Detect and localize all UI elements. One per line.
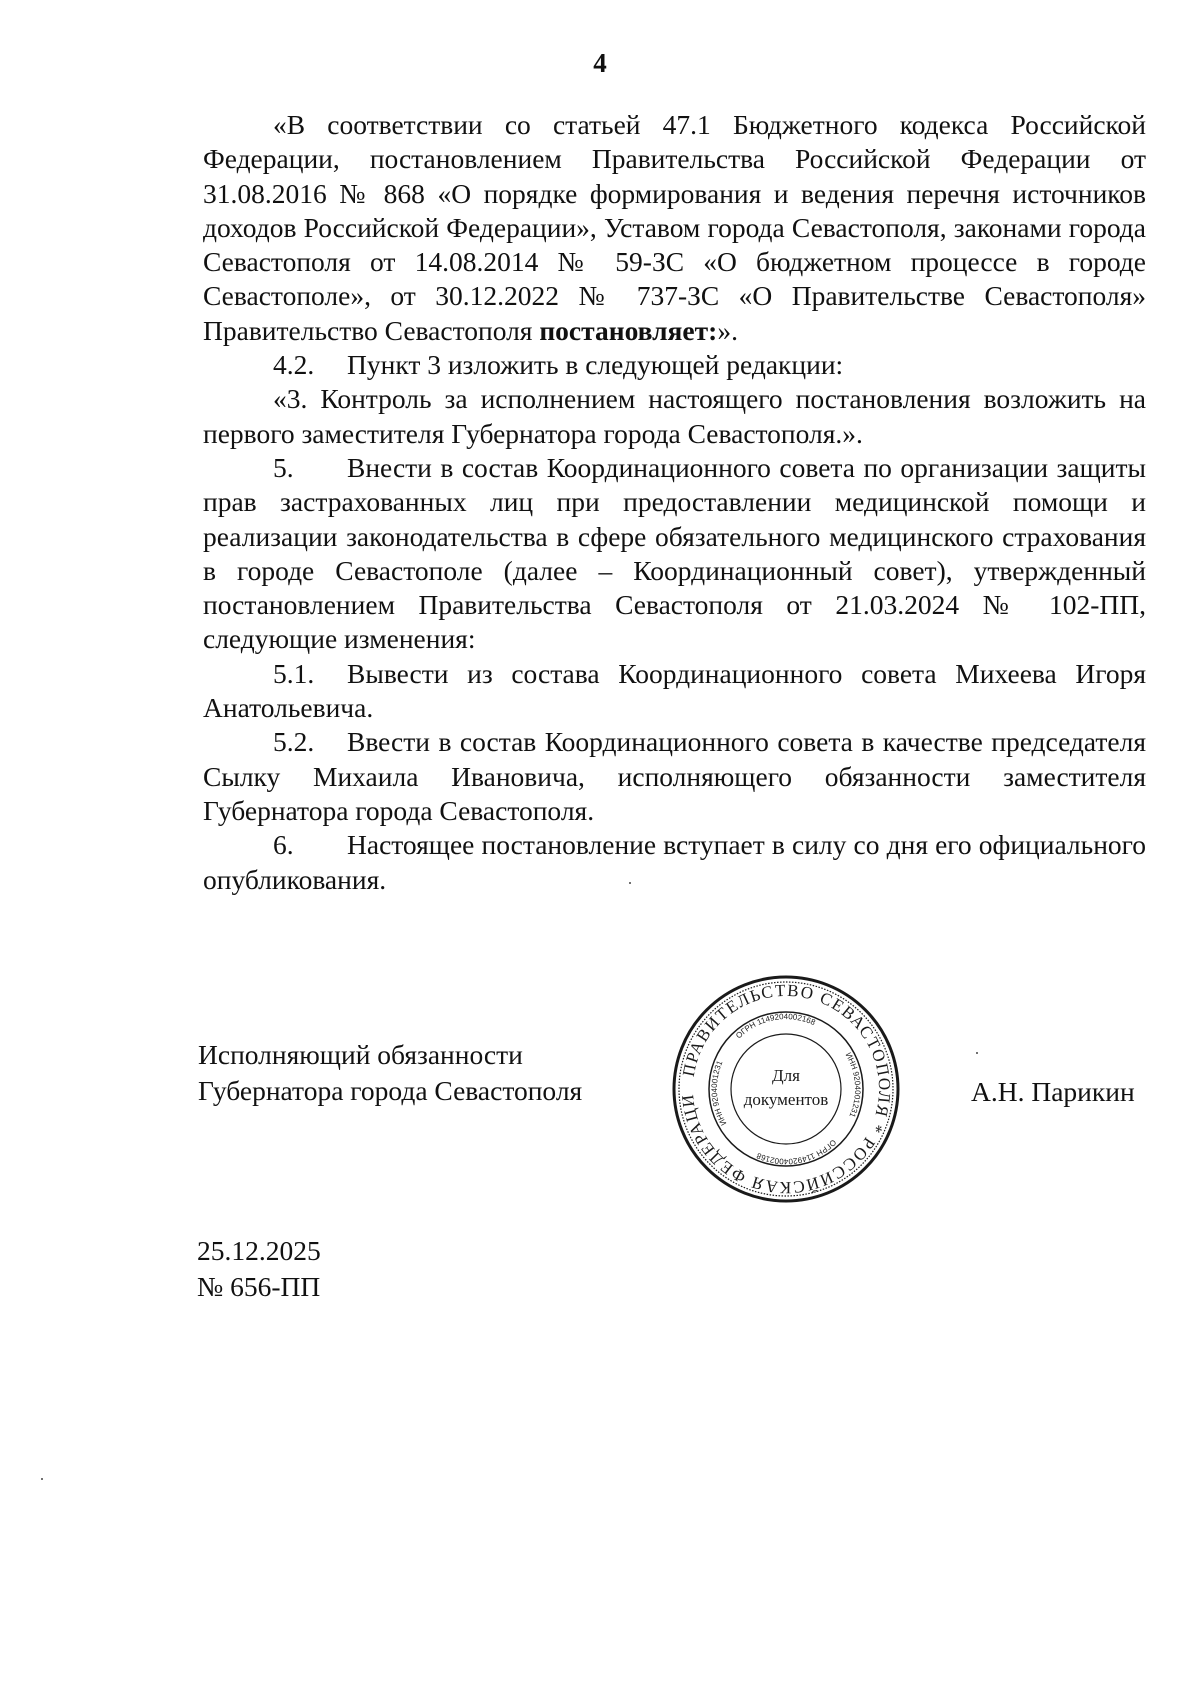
signer-position-line2: Губернатора города Севастополя bbox=[198, 1075, 583, 1106]
item-text-5: Внести в состав Координационного совета по организации защиты прав застрахованных лиц при предоставлении медицинской помощи и реализации законодательства в сфере обязательного медицинского страхования в городе Севастополе (далее – Координационный совет), утвержденный постановлением Правительства Севастополя от 21.03.2024 № 102-ПП, следующие изменения: bbox=[203, 451, 1146, 655]
item-text-4-2: Пункт 3 изложить в следующей редакции: bbox=[347, 349, 844, 381]
document-number: № 656-ПП bbox=[197, 1271, 321, 1302]
scan-speck bbox=[976, 1052, 978, 1054]
paragraph-5-2 bbox=[203, 725, 1146, 828]
paragraph-6 bbox=[203, 828, 1146, 897]
document-body bbox=[203, 108, 1146, 897]
seal-inn-left: ИНН 9204001231 bbox=[709, 1059, 729, 1128]
paragraph-quote-3 bbox=[203, 382, 1146, 451]
seal-center-line2: документов bbox=[743, 1090, 829, 1109]
paragraph-5-1 bbox=[203, 657, 1146, 726]
paragraph-5 bbox=[203, 451, 1146, 657]
document-date: 25.12.2025 bbox=[197, 1235, 321, 1266]
official-seal-stamp bbox=[670, 973, 902, 1205]
item-number-5: 5. bbox=[273, 451, 294, 483]
signer-position bbox=[198, 1037, 582, 1109]
seal-center-ring bbox=[731, 1034, 841, 1144]
item-number-6: 6. bbox=[273, 829, 294, 861]
item-text-5-1: Вывести из состава Координационного совета Михеева Игоря Анатольевича. bbox=[203, 657, 1146, 724]
signer-name: А.Н. Парикин bbox=[971, 1076, 1135, 1107]
preamble-end: ». bbox=[717, 314, 738, 346]
item-text-5-2: Ввести в состав Координационного совета в качестве председателя Сылку Михаила Ивановича, исполняющего обязанности заместителя Губернатора города Севастополя. bbox=[203, 726, 1146, 826]
item-number-5-2: 5.2. bbox=[273, 726, 315, 758]
paragraph-preamble bbox=[203, 108, 1146, 348]
seal-center-line1: Для bbox=[772, 1066, 800, 1085]
seal-outer-text: ПРАВИТЕЛЬСТВО СЕВАСТОПОЛЯ * РОССИЙСКАЯ ФЕДЕРАЦИ bbox=[677, 980, 895, 1198]
preamble-text: «В соответствии со статьей 47.1 Бюджетного кодекса Российской Федерации, постановлением Правительства Российской Федерации от 31.08.2016 № 868 «О порядке формирования и ведения перечня источников доходов Российской Федерации», Уставом города Севастополя, законами города Севастополя от 14.08.2014 № 59-ЗС «О бюджетном процессе в городе Севастополе», от 30.12.2022 № 737-ЗС «О Правительстве Севастополя» Правительство Севастополя bbox=[203, 109, 1146, 346]
seal-ogrn-bottom: ОГРН 1149204002168 bbox=[755, 1137, 838, 1166]
seal-inn-right: ИНН 9204001231 bbox=[843, 1050, 863, 1119]
seal-graphic bbox=[670, 973, 902, 1205]
item-text-6: Настоящее постановление вступает в силу со дня его официального опубликования. bbox=[203, 829, 1146, 895]
page-number: 4 bbox=[593, 48, 607, 78]
preamble-bold-word: постановляет: bbox=[539, 314, 718, 346]
seal-inner-ring bbox=[709, 1012, 863, 1166]
scan-speck bbox=[41, 1478, 43, 1480]
quote-3-text: «3. Контроль за исполнением настоящего постановления возложить на первого заместителя Губернатора города Севастополя.». bbox=[203, 383, 1146, 449]
paragraph-4-2 bbox=[203, 348, 1146, 382]
item-number-5-1: 5.1. bbox=[273, 657, 315, 689]
document-date-number bbox=[197, 1233, 321, 1305]
scan-speck bbox=[629, 882, 631, 884]
signer-position-line1: Исполняющий обязанности bbox=[198, 1039, 523, 1070]
item-number-4-2: 4.2. bbox=[273, 349, 315, 381]
seal-ogrn-top: ОГРН 1149204002168 bbox=[734, 1012, 817, 1041]
seal-outer-ring bbox=[674, 977, 898, 1201]
